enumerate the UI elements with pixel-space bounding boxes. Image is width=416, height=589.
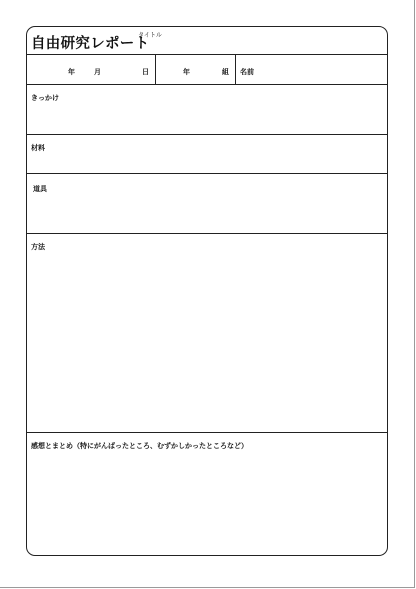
title-ruby: タイトル	[138, 32, 162, 39]
date-day-label: 日	[142, 68, 149, 76]
grade-year-label: 年	[183, 68, 190, 76]
date-year-label: 年	[68, 68, 75, 76]
section-materials-label: 材料	[31, 144, 45, 152]
info-row	[27, 55, 387, 85]
section-method[interactable]	[27, 234, 387, 433]
title-row[interactable]	[27, 27, 387, 55]
section-materials[interactable]	[27, 135, 387, 174]
name-label: 名前	[240, 68, 254, 76]
report-title: 自由研究レポート	[31, 36, 150, 52]
info-divider	[235, 55, 236, 84]
section-reflection[interactable]	[27, 433, 387, 555]
section-tools-label: 道具	[33, 185, 47, 193]
date-month-label: 月	[94, 68, 101, 76]
report-form	[26, 26, 388, 556]
section-motivation[interactable]	[27, 85, 387, 135]
class-label: 組	[222, 68, 229, 76]
section-motivation-label: きっかけ	[31, 94, 59, 102]
section-reflection-label: 感想とまとめ（特にがんばったところ、むずかしかったところなど）	[31, 442, 248, 450]
section-tools[interactable]	[27, 174, 387, 234]
section-method-label: 方法	[31, 243, 45, 251]
info-divider	[155, 55, 156, 84]
